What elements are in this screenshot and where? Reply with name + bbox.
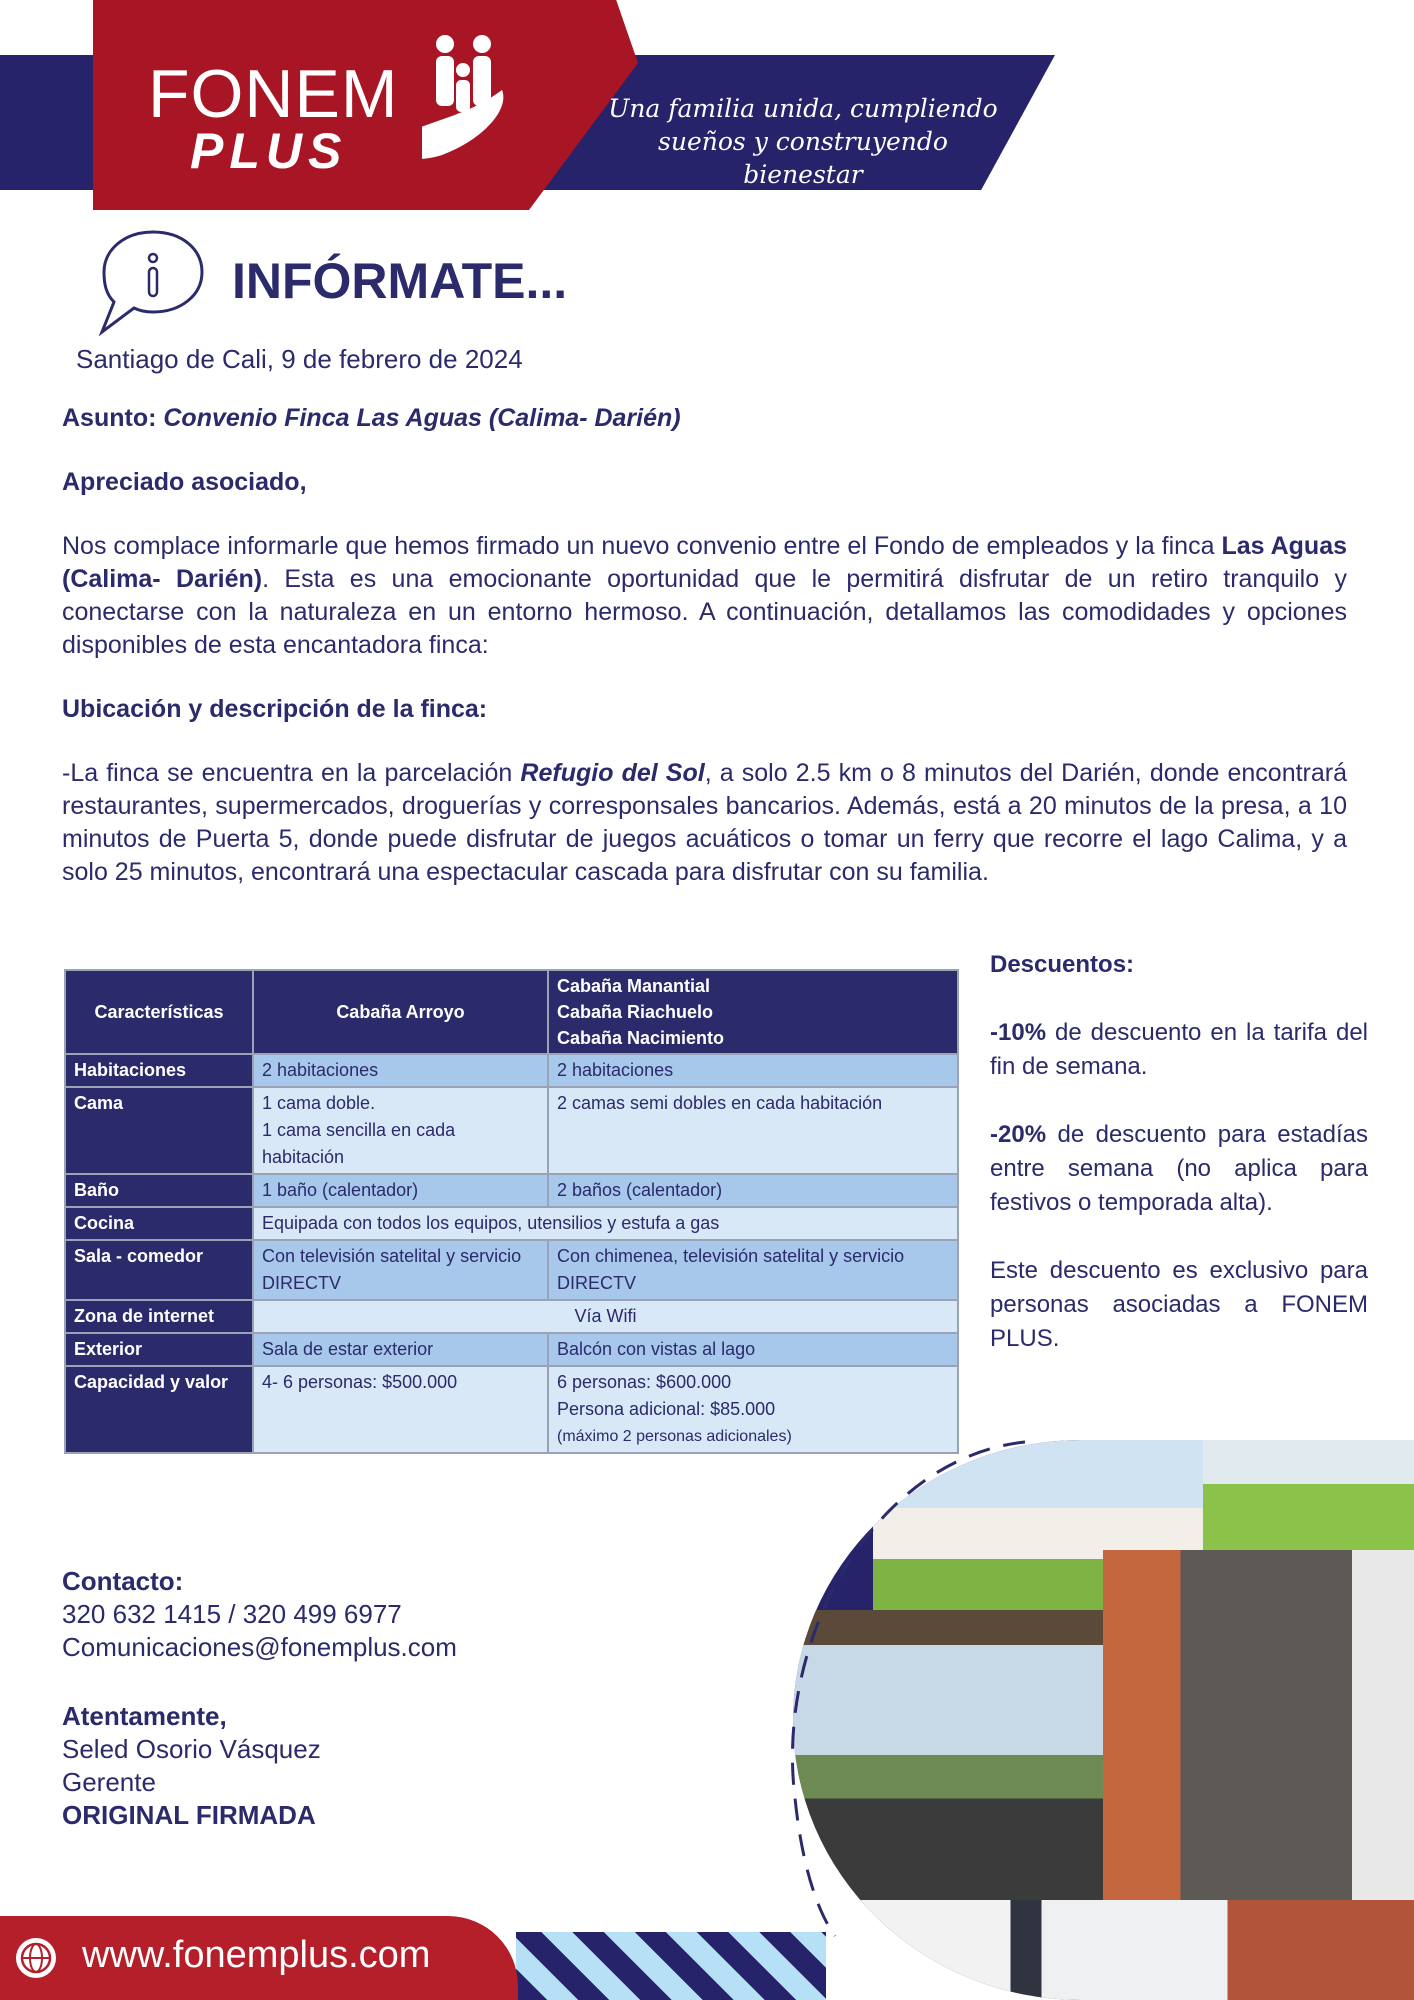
photo-living-room (1103, 1550, 1414, 1900)
table-row: Exterior Sala de estar exterior Balcón con vistas al lago (65, 1333, 958, 1366)
table-row: Cama 1 cama doble. 1 cama sencilla en cada habitación 2 camas semi dobles en cada habitación (65, 1087, 958, 1174)
discount-weekend: -10% de descuento en la tarifa del fin de semana. (990, 1019, 1368, 1080)
col-header: Características (65, 970, 253, 1054)
table-row: Baño 1 baño (calentador) 2 baños (calentador) (65, 1174, 958, 1207)
col-header: Cabaña Manantial Cabaña Riachuelo Cabaña Nacimiento (548, 970, 958, 1054)
intro-paragraph: Nos complace informarle que hemos firmado un nuevo convenio entre el Fondo de empleados y la finca Las Aguas (Calima- Darién). Esta es una emocionante oportunidad que le permitirá disfrutar de un retiro tranquilo y conectarse con la naturaleza en un entorno hermoso. A continuación, detallamos las comodidades y opciones disponibles de esta encantadora finca: (62, 532, 1347, 659)
discount-weekday: -20% de descuento para estadías entre semana (no aplica para festivos o temporada alta). (990, 1121, 1368, 1216)
family-hand-icon (422, 30, 512, 170)
col-header: Cabaña Arroyo (253, 970, 548, 1054)
decorative-pattern (516, 1932, 826, 2000)
contact-phones: 320 632 1415 / 320 499 6977 (62, 1599, 402, 1629)
table-row: Sala - comedor Con televisión satelital y servicio DIRECTV Con chimenea, televisión satelital y servicio DIRECTV (65, 1240, 958, 1300)
logo-subtext: PLUS (190, 123, 348, 179)
table-row: Cocina Equipada con todos los equipos, utensilios y estufa a gas (65, 1207, 958, 1240)
table-row: Zona de internet Vía Wifi (65, 1300, 958, 1333)
table-row: Habitaciones 2 habitaciones 2 habitaciones (65, 1054, 958, 1087)
closing: Atentamente, (62, 1701, 227, 1731)
contact-email[interactable]: Comunicaciones@fonemplus.com (62, 1632, 457, 1662)
globe-icon (14, 1936, 58, 1980)
subject (62, 402, 1347, 435)
signer-role: Gerente (62, 1767, 156, 1797)
table-row: Capacidad y valor 4- 6 personas: $500.000 6 personas: $600.000 Persona adicional: $85.000 (máximo 2 personas adicionales) (65, 1366, 958, 1453)
location-heading: Ubicación y descripción de la finca: (62, 695, 488, 723)
date: Santiago de Cali, 9 de febrero de 2024 (76, 344, 523, 374)
discounts (990, 948, 1368, 1356)
discount-note: Este descuento es exclusivo para personas asociadas a FONEM PLUS. (990, 1257, 1368, 1352)
contact-heading: Contacto: (62, 1566, 184, 1596)
photo-landscape (1203, 1440, 1414, 1550)
website-link[interactable]: www.fonemplus.com (82, 1934, 431, 1976)
footer-bar (0, 1916, 518, 2000)
discounts-heading: Descuentos: (990, 951, 1135, 978)
signer-name: Seled Osorio Vásquez (62, 1734, 321, 1764)
tagline: Una familia unida, cumpliendo sueños y construyendo bienestar (608, 94, 998, 189)
location-paragraph: -La finca se encuentra en la parcelación Refugio del Sol, a solo 2.5 km o 8 minutos del Darién, donde encontrará restaurantes, supermercados, droguerías y corresponsales bancarios. Además, está a 20 minutos de la presa, a 10 minutos de Puerta 5, donde puede disfrutar de juegos acuáticos o tomar un ferry que recorre el lago Calima, y a solo 25 minutos, encontrará una espectacular cascada para disfrutar con su familia. (62, 759, 1348, 886)
dashed-arc (735, 1438, 1035, 1938)
subject-value: Convenio Finca Las Aguas (Calima- Darién) (163, 404, 681, 432)
info-bubble-icon (98, 228, 208, 336)
signed-note: ORIGINAL FIRMADA (62, 1800, 316, 1830)
page-title: INFÓRMATE... (232, 253, 568, 309)
greeting: Apreciado asociado, (62, 468, 307, 496)
features-table (64, 969, 959, 1454)
contact-block (62, 1565, 457, 1832)
subject-label: Asunto: (62, 404, 157, 432)
logo-text: FONEM (148, 56, 399, 132)
